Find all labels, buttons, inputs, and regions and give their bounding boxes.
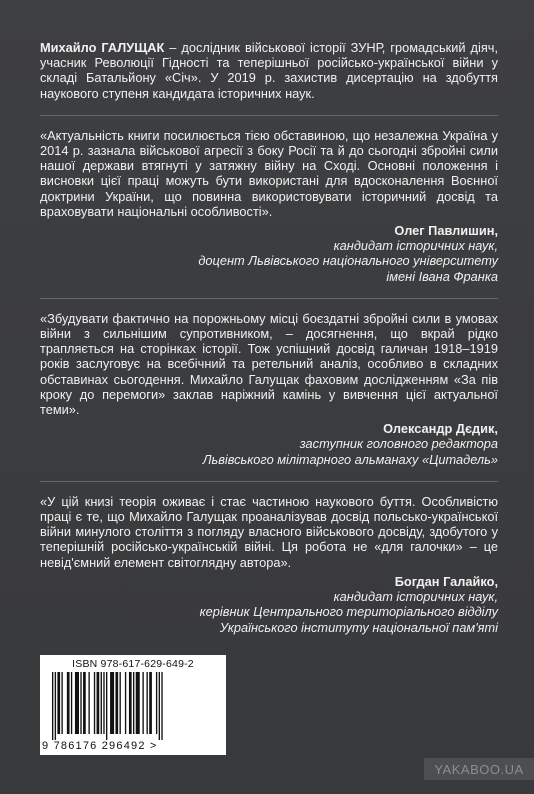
barcode-bar [52, 672, 53, 740]
reviewer-title: імені Івана Франка [386, 268, 498, 284]
barcode-bar [106, 672, 107, 740]
barcode-bar [120, 672, 121, 734]
review-3 [40, 494, 498, 635]
review-quote: «У цій книзі теорія оживає і стає частиною наукового буття. Особливістю праці є те, що Михайло Галущак проаналізував досвід польсько-української війни минулого століття з погляду власного військового досвіду, здобутого у теперішній російсько-українській війні. Ця робота не «для галочки» – це невід'ємний елемент світоглядну автора». [40, 493, 498, 570]
review-1 [40, 128, 498, 284]
barcode-bar [161, 672, 162, 740]
review-signature [40, 421, 498, 467]
barcode-bar [129, 672, 132, 734]
cover-text [40, 40, 498, 635]
barcode-bar [133, 672, 134, 734]
reviewer-name: Богдан Галайко, [394, 573, 498, 589]
divider [40, 298, 498, 299]
review-quote: «Актуальність книги посилюється тією обставиною, що незалежна Україна у 2014 р. зазнала військової агресії з боку Росії та й до сьогодні збройні сили нашої держави втягнуті у затяжну війну на Сході. Основні положення і висновки цієї праці можуть бути використані для вдосконалення Воєнної доктрини України, що повинна використовувати історичний досвід та враховувати національні особливості». [40, 127, 498, 219]
barcode-bar [83, 672, 86, 734]
barcode-bar [55, 672, 56, 740]
barcode-bar [94, 672, 95, 734]
reviewer-title: кандидат історичних наук, [333, 238, 498, 254]
review-signature [40, 223, 498, 284]
barcode-bar [125, 672, 126, 734]
barcode-bar [61, 672, 62, 734]
barcode-bar [75, 672, 79, 734]
store-watermark: YAKABOO.UA [424, 758, 534, 780]
barcode-bar [67, 672, 70, 734]
barcode-bars [50, 672, 216, 740]
barcode-bar [101, 672, 102, 734]
barcode-bar [149, 672, 152, 734]
review-signature [40, 574, 498, 635]
isbn-number: ISBN 978-617-629-649-2 [72, 658, 194, 670]
barcode-bar [97, 672, 100, 734]
barcode-bar [142, 672, 143, 734]
reviewer-name: Олег Павлишин, [394, 223, 498, 239]
reviewer-title: керівник Центрального територіального відділу [199, 604, 498, 620]
barcode-bar [57, 672, 60, 734]
reviewer-title: Українського інституту національної пам'яті [219, 619, 498, 635]
author-name: Михайло ГАЛУЩАК [40, 40, 165, 55]
divider [40, 115, 498, 116]
review-2 [40, 311, 498, 467]
barcode-bar [103, 672, 104, 734]
barcode-bar [136, 672, 140, 734]
barcode-bar [71, 672, 72, 734]
reviewer-name: Олександр Дєдик, [383, 421, 498, 437]
barcode-digits: 9 786176 296492 > [42, 740, 158, 752]
reviewer-title: доцент Львівського національного університету [198, 253, 498, 269]
reviewer-title: Львівського мілітарного альманаху «Цитадель» [202, 451, 498, 467]
author-bio-text: – дослідник військової історії ЗУНР, громадський діяч, учасник Революції Гідності та теперішньої російсько-української війни у складі Батальйону «Січ». У 2019 р. захистив дисертацію на здобуття наукового ступеня кандидата історичних наук. [40, 40, 499, 101]
barcode-bar [88, 672, 89, 734]
review-quote: «Збудувати фактично на порожньому місці боєздатні збройні сили в умовах війни з сильнішим супротивником, – досягнення, що вкрай рідко трапляється на сторінках історії. Тож успішний досвід галичан 1918–1919 років заслуговує на всебічний та ретельний аналіз, особливо в складних обставинах сьогодення. Михайло Галущак фаховим дослідженням «За пів кроку до перемоги» заклав наріжний камінь у вивчення цієї актуальної теми». [40, 310, 498, 418]
author-bio [40, 40, 498, 101]
barcode-bar [156, 672, 157, 734]
reviewer-title: кандидат історичних наук, [333, 589, 498, 605]
barcode-bar [159, 672, 160, 740]
barcode-bar [115, 672, 118, 734]
barcode-bar [80, 672, 81, 734]
isbn-barcode [40, 655, 226, 755]
reviewer-title: заступник головного редактора [299, 436, 498, 452]
barcode-bar [110, 672, 114, 734]
barcode-bar [147, 672, 148, 734]
divider [40, 481, 498, 482]
